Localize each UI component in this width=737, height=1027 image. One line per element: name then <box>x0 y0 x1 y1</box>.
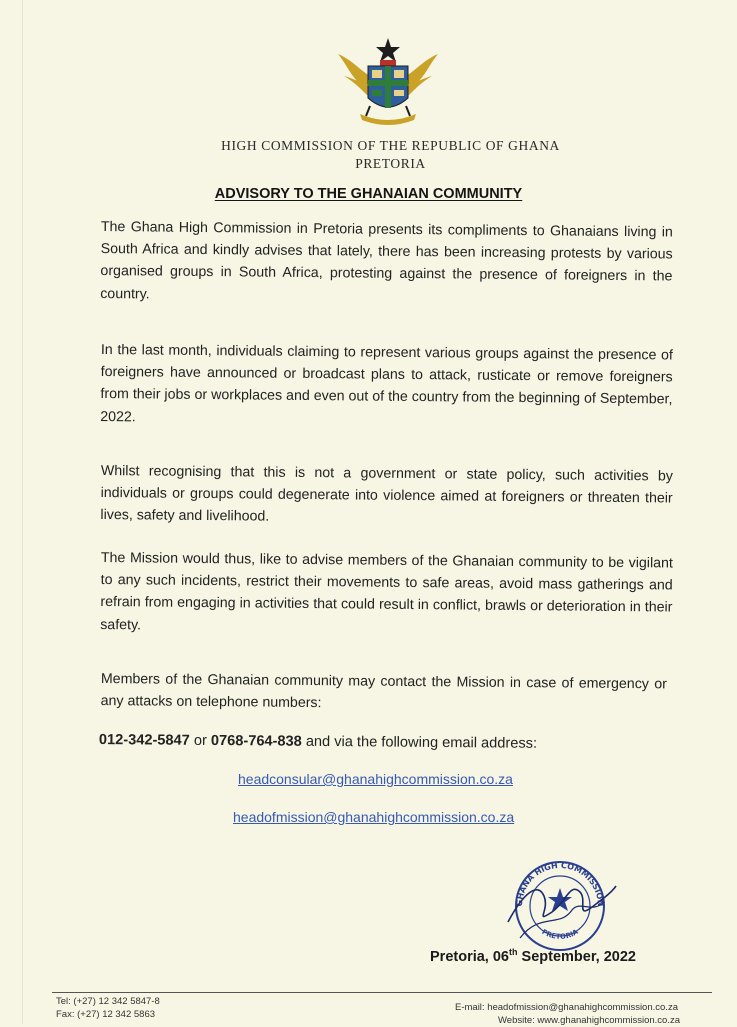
footer-fax: Fax: (+27) 12 342 5863 <box>56 1009 156 1020</box>
phone-number-2[interactable]: 0768-764-838 <box>210 732 302 750</box>
email-link-consular[interactable]: headconsular@ghanahighcommission.co.za <box>238 771 513 787</box>
paragraph-2: In the last month, individuals claiming to represent various groups against the presence of foreigners have announced or broadcast plans to attack, rusticate or remove foreigners from their jobs or workplaces and even out of the country from the beginning of September, 2022. <box>100 341 673 425</box>
email-intro: and via the following email address: <box>301 733 538 752</box>
footer-email[interactable]: E-mail: headofmission@ghanahighcommission.co.za <box>455 1002 678 1013</box>
document-title: ADVISORY TO THE GHANAIAN COMMUNITY <box>214 186 523 202</box>
paragraph-4: The Mission would thus, like to advise members of the Ghanaian community to be vigilant to any such incidents, restrict their movements to safe areas, avoid mass gatherings and refrain from engaging in activities that could result in conflict, brawls or deterioration in their safety. <box>100 549 673 633</box>
letterhead-line-1: HIGH COMMISSION OF THE REPUBLIC OF GHANA <box>221 138 560 153</box>
phone-number-1[interactable]: 012-342-5847 <box>98 732 190 749</box>
svg-text:PRETORIA <box>540 928 580 941</box>
footer-divider <box>52 992 712 993</box>
phone-separator: or <box>189 732 211 749</box>
footer-telephone: Tel: (+27) 12 342 5847-8 <box>56 996 160 1007</box>
stamp-bottom-text: PRETORIA <box>540 927 580 941</box>
phone-numbers-line <box>99 732 537 752</box>
ghana-coat-of-arms-icon <box>330 36 446 128</box>
footer-website[interactable]: Website: www.ghanahighcommission.co.za <box>498 1015 680 1026</box>
letterhead-line-2: PRETORIA <box>355 156 426 171</box>
paragraph-5: Members of the Ghanaian community may contact the Mission in case of emergency or any attacks on telephone numbers: <box>100 670 667 712</box>
paragraph-1: The Ghana High Commission in Pretoria presents its compliments to Ghanaians living in South Africa and kindly advises that lately, there has been increasing protests by various organised groups in South Africa, protesting against the presence of foreigners in the country. <box>100 218 673 303</box>
stamp-top-text: GHANA HIGH COMMISSION <box>514 860 606 907</box>
signoff-date: Pretoria, 06th September, 2022 <box>430 947 636 965</box>
email-link-head-of-mission[interactable]: headofmission@ghanahighcommission.co.za <box>233 809 515 825</box>
official-stamp-signature-icon <box>500 852 618 956</box>
paragraph-3: Whilst recognising that this is not a government or state policy, such activities by individuals or groups could degenerate into violence aimed at foreigners or threaten their lives, safety and livelihood. <box>100 462 673 526</box>
